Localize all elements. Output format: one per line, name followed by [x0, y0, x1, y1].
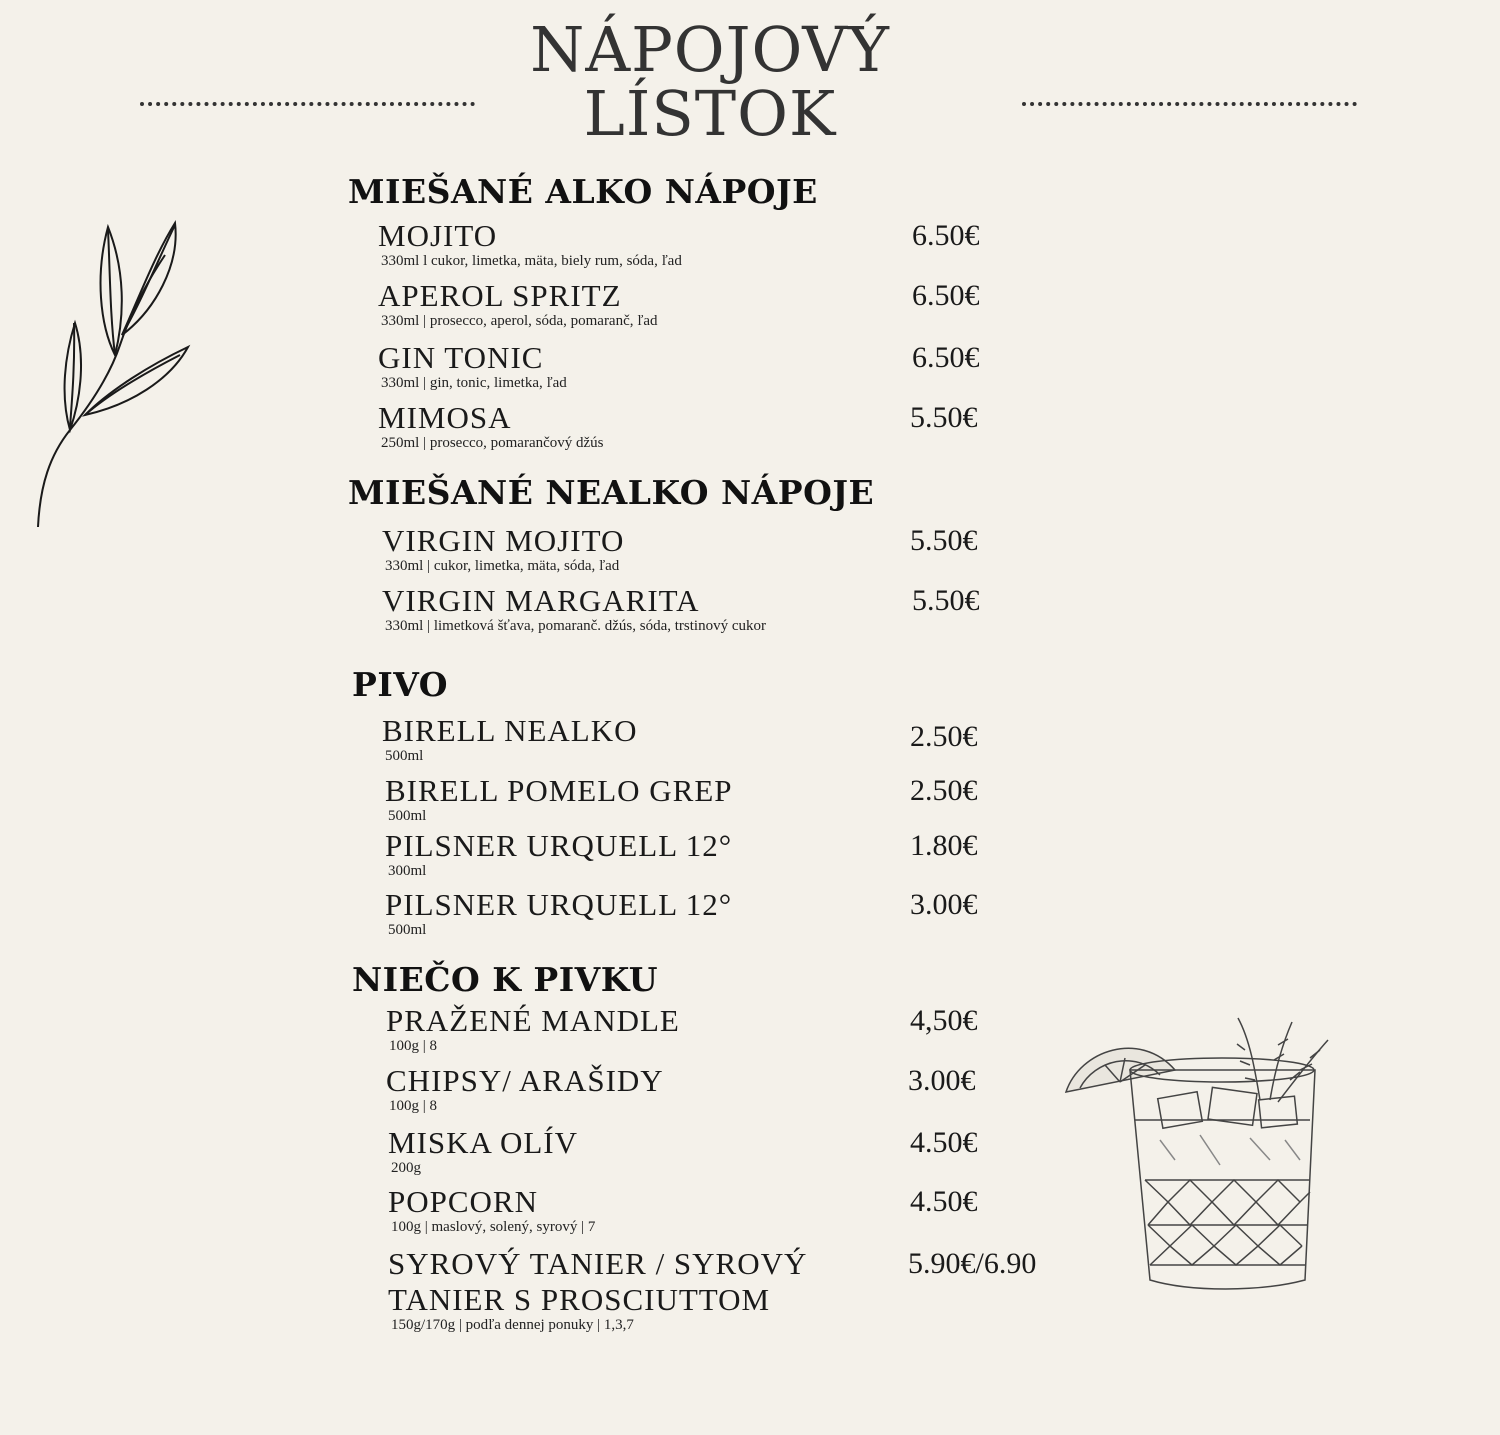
item-desc: 100g | maslový, solený, syrový | 7 — [391, 1219, 596, 1235]
item-price: 1.80€ — [910, 829, 978, 862]
item-name: PRAŽENÉ MANDLE — [386, 1003, 680, 1038]
item-price: 5.50€ — [910, 524, 978, 557]
item-price: 5.50€ — [910, 401, 978, 434]
item-desc: 500ml — [385, 748, 424, 764]
menu-item — [388, 1127, 1078, 1177]
item-price: 4,50€ — [910, 1004, 978, 1037]
item-name: BIRELL POMELO GREP — [385, 773, 733, 808]
item-name: POPCORN — [388, 1184, 538, 1219]
title-line-2: LÍSTOK — [583, 77, 837, 150]
item-price: 2.50€ — [910, 720, 978, 753]
section-alko — [348, 172, 1068, 451]
item-desc: 100g | 8 — [389, 1098, 438, 1114]
menu-item — [386, 1065, 1076, 1115]
item-desc: 100g | 8 — [389, 1038, 438, 1054]
title-line-1: NÁPOJOVÝ — [530, 13, 890, 86]
item-name: BIRELL NEALKO — [382, 713, 638, 748]
menu-item — [378, 280, 1068, 330]
item-name: VIRGIN MARGARITA — [382, 583, 700, 618]
item-name-line-2: TANIER S PROSCIUTTOM — [388, 1282, 771, 1317]
item-price: 3.00€ — [908, 1064, 976, 1097]
page-title — [480, 13, 940, 150]
item-desc: 250ml | prosecco, pomarančový džús — [381, 435, 604, 451]
section-title: NIEČO K PIVKU — [352, 960, 659, 999]
item-desc: 330ml | prosecco, aperol, sóda, pomaranč, ľad — [381, 313, 658, 329]
menu-item — [388, 1248, 1078, 1334]
item-desc: 200g — [391, 1160, 421, 1176]
item-desc: 300ml — [388, 863, 427, 879]
item-desc: 150g/170g | podľa dennej ponuky | 1,3,7 — [391, 1317, 634, 1333]
menu-item — [385, 775, 1075, 825]
item-name: SYROVÝ TANIER / SYROVÝ — [388, 1246, 808, 1281]
item-price: 4.50€ — [910, 1185, 978, 1218]
menu-item — [385, 889, 1075, 939]
section-title: PIVO — [352, 665, 449, 704]
dotted-divider-left — [140, 96, 475, 106]
item-desc: 330ml l cukor, limetka, mäta, biely rum, sóda, ľad — [381, 253, 682, 269]
section-pivo — [352, 665, 1072, 938]
item-price: 3.00€ — [910, 888, 978, 921]
menu-item — [378, 402, 1068, 452]
item-price: 5.90€/6.90 — [908, 1247, 1037, 1280]
item-price: 4.50€ — [910, 1126, 978, 1159]
section-nealko — [348, 473, 1068, 634]
menu-item — [386, 1005, 1076, 1055]
item-desc: 330ml | limetková šťava, pomaranč. džús, sóda, trstinový cukor — [385, 618, 766, 634]
item-desc: 500ml — [388, 922, 427, 938]
item-desc: 330ml | gin, tonic, limetka, ľad — [381, 375, 567, 391]
section-title: MIEŠANÉ NEALKO NÁPOJE — [348, 473, 875, 512]
item-name: APEROL SPRITZ — [378, 278, 622, 313]
leaf-branch-icon — [30, 215, 200, 535]
menu-item — [388, 1186, 1078, 1236]
cocktail-glass-icon — [1060, 1010, 1340, 1300]
menu-item — [382, 585, 1072, 635]
menu-item — [378, 220, 1068, 270]
item-name: MIMOSA — [378, 400, 512, 435]
menu-item — [378, 342, 1068, 392]
item-name: MISKA OLÍV — [388, 1125, 578, 1160]
item-name: GIN TONIC — [378, 340, 544, 375]
dotted-divider-right — [1022, 96, 1357, 106]
item-price: 6.50€ — [912, 279, 980, 312]
menu-item — [382, 715, 1072, 765]
item-name: PILSNER URQUELL 12° — [385, 828, 733, 863]
item-desc: 500ml — [388, 808, 427, 824]
item-name: PILSNER URQUELL 12° — [385, 887, 733, 922]
item-price: 2.50€ — [910, 774, 978, 807]
item-price: 6.50€ — [912, 219, 980, 252]
section-k-pivku — [352, 960, 1072, 1333]
item-name: VIRGIN MOJITO — [382, 523, 625, 558]
item-name: CHIPSY/ ARAŠIDY — [386, 1063, 664, 1098]
menu-item — [382, 525, 1072, 575]
item-price: 5.50€ — [912, 584, 980, 617]
menu-item — [385, 830, 1075, 880]
item-name: MOJITO — [378, 218, 498, 253]
item-price: 6.50€ — [912, 341, 980, 374]
item-desc: 330ml | cukor, limetka, mäta, sóda, ľad — [385, 558, 620, 574]
section-title: MIEŠANÉ ALKO NÁPOJE — [348, 172, 818, 211]
